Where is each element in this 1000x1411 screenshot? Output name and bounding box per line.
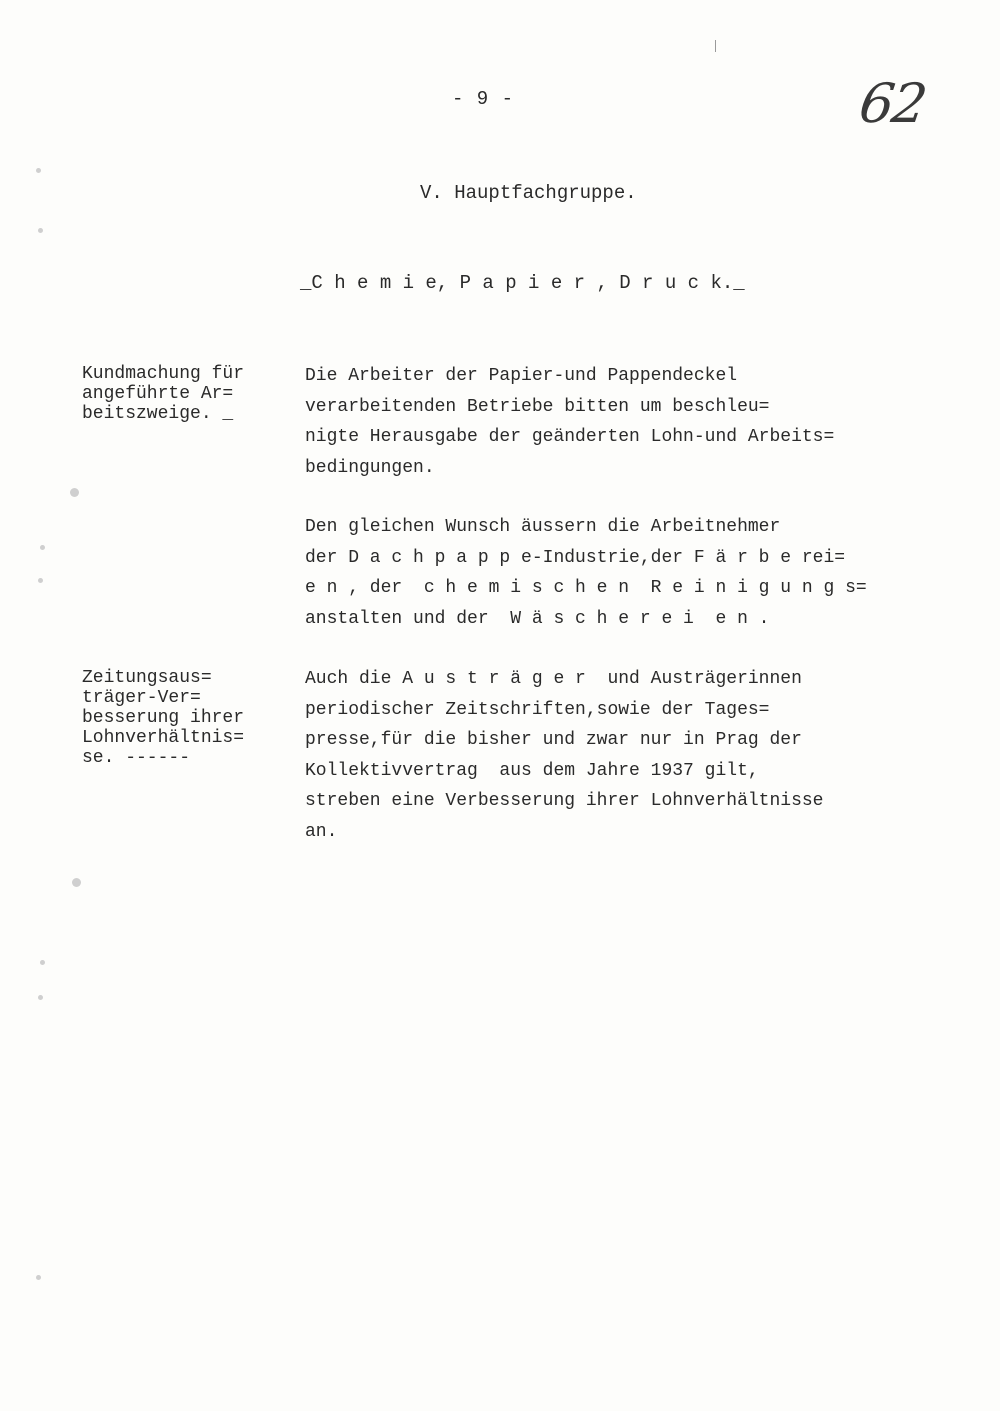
- section-title: V. Hauptfachgruppe.: [420, 182, 637, 204]
- margin-mark: [715, 40, 716, 52]
- paragraph-wunsch: Den gleichen Wunsch äussern die Arbeitnehmer der D a c h p a p p e-Industrie,der F ä r b e rei= e n , der c h e m i s c h e n R e i n i g u n g s= anstalten und der W ä s c h e r e i e n .: [305, 517, 867, 629]
- section-subtitle: _C h e m i e, P a p i e r , D r u c k._: [300, 272, 745, 294]
- paper-speck: [40, 545, 45, 550]
- paper-speck: [38, 578, 43, 583]
- paper-speck: [72, 878, 81, 887]
- paper-speck: [38, 995, 43, 1000]
- paragraph-papier: Die Arbeiter der Papier-und Pappendeckel verarbeitenden Betriebe bitten um beschleu= nigte Herausgabe der geänderten Lohn-und Arbeits= bedingungen.: [305, 366, 835, 478]
- paragraph-austraeger: Auch die A u s t r ä g e r und Austrägerinnen periodischer Zeitschriften,sowie der Tages= presse,für die bisher und zwar nur in Prag der Kollektivvertrag aus dem Jahre 1937 gilt, streben eine Verbesserung ihrer Lohnverhältnisse an.: [305, 669, 824, 842]
- page-number: - 9 -: [452, 88, 515, 110]
- paper-speck: [36, 168, 41, 173]
- folio-number: 62: [855, 72, 930, 135]
- sidenote-kundmachung: Kundmachung für angeführte Ar= beitszweige. _: [82, 364, 245, 424]
- sidenote-zeitungsaustraeger: Zeitungsaus= träger-Ver= besserung ihrer Lohnverhältnis= se. ------: [82, 668, 245, 768]
- paper-speck: [40, 960, 45, 965]
- paper-speck: [36, 1275, 41, 1280]
- paper-speck: [70, 488, 79, 497]
- paper-speck: [38, 228, 43, 233]
